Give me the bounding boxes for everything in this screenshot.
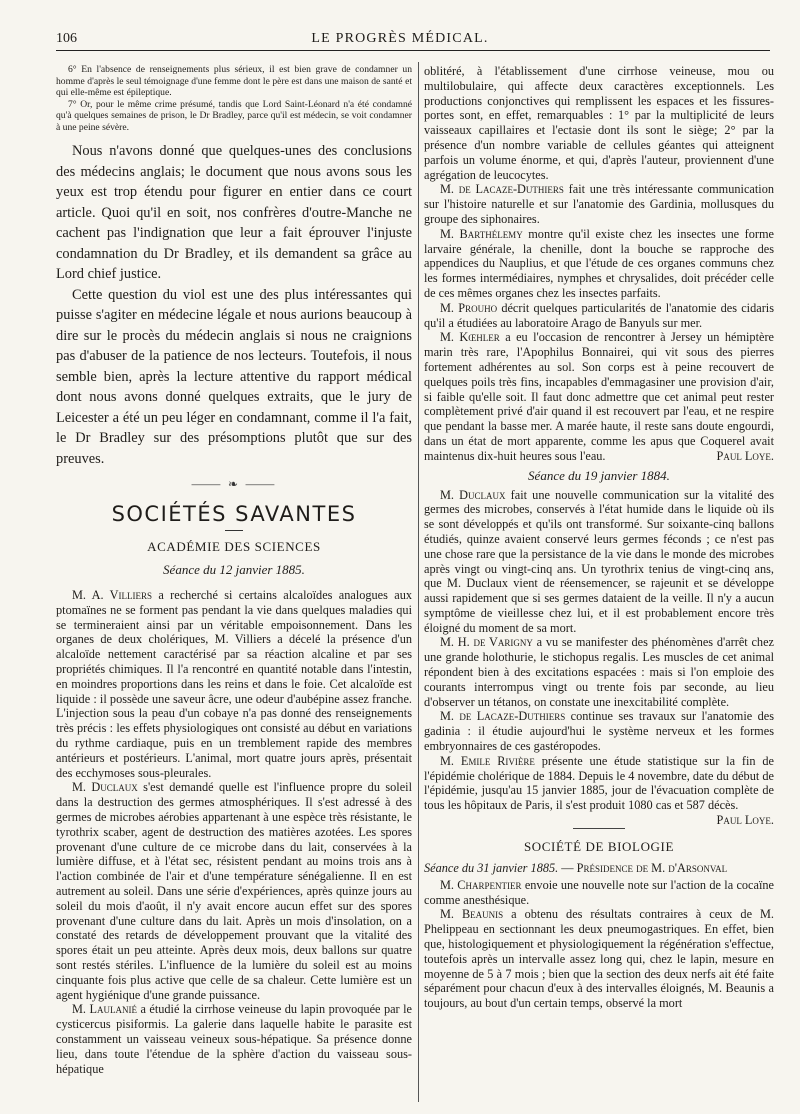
bradley-paragraph-2: Cette question du viol est une des plus intéressantes qui puisse s'agiter en médecine légale et nous aurions beaucoup à dire sur le procès du médecin anglais si nous ne craignions pas d'abuser de la patience de nos lecteurs. Toutefois, il nous semble bien, après la lecture attentive du rapport médical dont nous avons donné quelques extraits, que le jury de Leicester a été un peu léger en condamnant, comme il l'a fait, le Dr Bradley sur des présomptions plutôt que sur des preuves. xyxy=(56,286,412,467)
right-column xyxy=(424,64,774,1104)
author-name: M. Barthélemy xyxy=(440,226,523,241)
academy-heading: ACADÉMIE DES SCIENCES xyxy=(147,539,321,554)
author-name: M. Emile Rivière xyxy=(440,753,535,768)
author-name: M. Laulanié xyxy=(72,1002,137,1017)
author-name: M. de Lacaze-Duthiers xyxy=(440,709,566,724)
left-column xyxy=(56,64,412,1104)
varigny-paragraph: M. H. de Varigny a vu se manifester des phénomènes d'arrêt chez une grande holothurie, le stichopus regalis. Les muscles de cet animal répondent bien à des excitations espacées : mais si l'on emploie des courants interrompus vingt ou trente fois par seconde, au lieu d'observer un tétanos, on constate une inexcitabilité complète. xyxy=(424,635,774,709)
lacaze2-paragraph: M. de Lacaze-Duthiers continue ses travaux sur l'anatomie des gadinia : il étudie aujourd'hui le système nerveux et les formes embryonnaires de ces gastéropodes. xyxy=(424,709,774,754)
duclaux-paragraph: M. Duclaux s'est demandé quelle est l'influence propre du soleil dans la destruction des germes atmosphériques. Il s'est adressé à des germes de microbes aérobies appartenant à une espèce très résistante, le tyrothrix scaber, agent de destruction des matières azotées. Les spores provenant d'une culture de ce microbe dans du lait, conservées à la lumière diffuse, et à l'état sec, résistent pendant au moins trois ans à l'action combinée de l'air et d'une température sénégalienne. Il en est autrement au soleil. Dans une série d'expériences, après quinze jours au soleil du mois d'août, il n'y avait encore aucun effet sur des spores provenant d'une culture dans du lait. Après un mois d'insolation, on a constaté des retards de développement prouvant que la vitalité des spores était un peu atteinte. Après deux mois, deux ballons sur quatre sont restés stériles. L'influence de la lumière du soleil est au moins cinquante fois plus active que celle de sa chaleur. Cette lumière est un agent hygiénique d'une grande puissance. xyxy=(56,780,412,1002)
author-name: M. A. Villiers xyxy=(72,588,153,602)
footnote-6: 6° En l'absence de renseignements plus sérieux, il est bien grave de condamner un homme d'après le seul témoignage d'une femme dont le père est dans une maison de santé et qui elle-même est épileptique. xyxy=(56,64,412,98)
author-name: M. Charpentier xyxy=(440,877,522,892)
author-name: M. Duclaux xyxy=(72,780,138,795)
title-dash xyxy=(225,530,243,531)
villiers-paragraph: M. A. Villiers a recherché si certains alcaloïdes analogues aux ptomaïnes ne se forment pas pendant la vie dans quelques maladies qui se termineraient ainsi par un véritable empoisonnement. Dans les organes de deux cholériques, M. Villiers a décelé la présence d'un alcaloïde nettement caractérisé par sa réaction alcaline et par ses propriétés chimiques. Il l'a rencontré en quantité notable dans l'intestin, en moindres proportions dans les reins et dans le foie. Cet alcaloïde est liquide : il possède une saveur âcre, une odeur d'aubépine assez franche. L'injection sous la peau d'un cobaye n'a pas donné des renseignements très précis : les effets physiologiques ont consisté au début en variations du rythme cardiaque, puis en un tremblement rapide des membres antérieurs et postérieurs. L'animal, mort quatre jours après, présentait des ecchymoses sous-pleurales. xyxy=(56,588,412,780)
laulanie-continuation: oblitéré, à l'établissement d'une cirrhose veineuse, mou ou multilobulaire, qui affecte deux caractères exceptionnels. Les productions conjonctives qui remplissent les espaces et les fissures-portes sont, en effet, remarquables : 1° par la multiplicité de leurs vaisseaux capillaires et l'ectasie dont ils sont le siège; 2° par la présence d'un nombre variable de cellules géantes qui atteignent parfois un volume énorme, et qui, d'après l'auteur, proviennent d'une agrégation de leucocytes. xyxy=(424,64,774,182)
author-name: M. Duclaux xyxy=(440,487,506,502)
riviere-paragraph: M. Emile Rivière présente une étude statistique sur la fin de l'épidémie cholérique de 1884. Depuis le 4 novembre, date du début de l'épidémie, jusqu'au 15 janvier 1885, jour de l'évacuation complète de tous les hôpitaux de Paris, il s'est produit 1080 cas et 587 décès. Paul Loye. xyxy=(424,753,774,828)
duclaux2-paragraph: M. Duclaux fait une nouvelle communication sur la vitalité des germes des microbes, conservés à l'état humide dans le liquide où ils se sont développés et qu'ils ont transformé. Sur soixante-cinq ballons étudiés, quinze avaient conservé leurs germes féconds ; ce n'est pas une chose rare que la persistance de la vie dans le monde des microbes après vingt ou vingt-cinq ans. Un tyrothrix tenius de vingt-cinq ans, que M. Duclaux vient de réensemencer, se rajeunit et se développe aussi rapidement que si ses germes dataient de la veille. Il n'y a aucun symptôme de vieillesse chez lui, et il est probablement encore très éloigné du moment de sa mort. xyxy=(424,487,774,635)
column-divider xyxy=(418,62,419,1102)
seance-date-heading: Séance du 12 janvier 1885. xyxy=(163,562,305,577)
bradley-paragraph-1: Nous n'avons donné que quelques-unes des conclusions des médecins anglais; le document que nous avons sous les yeux est trop étendu pour figurer en entier dans ce court article. Quoi qu'il en soit, nos confrères d'outre-Manche ne cachent pas l'indignation que leur a fait éprouver l'injuste condamnation du Dr Bradley, et ils demandent sa grâce au Lord chief justice. xyxy=(56,143,412,282)
seance-presidence-line: Séance du 31 janvier 1885. — Présidence de M. d'Arsonval xyxy=(424,860,728,875)
section-title-societes-savantes: SOCIÉTÉS SAVANTES xyxy=(111,502,357,526)
seance-date-heading: Séance du 19 janvier 1884. xyxy=(528,467,670,483)
signature: Paul Loye. xyxy=(716,448,774,463)
prouho-paragraph: M. Prouho décrit quelques particularités de l'anatomie des cidaris qu'il a étudiées au laboratoire Arago de Banyuls sur mer. xyxy=(424,300,774,330)
lacaze-paragraph: M. de Lacaze-Duthiers fait une très intéressante communication sur l'histoire naturelle et sur l'anatomie des Gardinia, mollusques du groupe des siphonaires. xyxy=(424,182,774,226)
author-name: M. H. de Varigny xyxy=(440,635,533,650)
page-number: 106 xyxy=(56,31,77,46)
journal-running-head: LE PROGRÈS MÉDICAL. xyxy=(311,31,489,46)
charpentier-paragraph: M. Charpentier envoie une nouvelle note sur l'action de la cocaïne comme anesthésique. xyxy=(424,877,774,907)
author-name: M. Kœhler xyxy=(440,330,500,345)
beaunis-paragraph: M. Beaunis a obtenu des résultats contraires à ceux de M. Phelippeau en sectionnant les deux pneumogastriques. En effet, bien que, histologiquement et physiologiquement la régénération s'effectue, toutefois après un intervalle assez long qui, chez le lapin, mesure en moyenne de 5 à 7 mois ; bien que la section des deux nerfs ait été faite séparément pour chacun d'eux à des intervalles éloignés, M. Beaunis a toujours, au bout d'un certain temps, observé la mort xyxy=(424,907,774,1011)
footnote-7: 7° Or, pour le même crime présumé, tandis que Lord Saint-Léonard n'a été condamné qu'à quelques semaines de prison, le Dr Bradley, parce qu'il est médecin, se voit condamner à une peine sévère. xyxy=(56,98,412,133)
laulanie-paragraph: M. Laulanié a étudié la cirrhose veineuse du lapin provoquée par le cysticercus pisiformis. La galerie dans laquelle habite le parasite est constamment un vaisseau veineux sous-hépatique. Sa présence donne lieu, dans toute l'étendue de la sphère d'action du vaisseau sous-hépatique xyxy=(56,1002,412,1076)
biologie-heading: SOCIÉTÉ DE BIOLOGIE xyxy=(523,838,675,854)
koehler-paragraph: M. Kœhler a eu l'occasion de rencontrer à Jersey un hémiptère marin très rare, l'Apophilus Bonnairei, qui vit sous des pierres fortement adhérentes au sol. Son corps est à peine recouvert de quelques poils très fins, incapables d'emmagasiner une provision d'air, si faible qu'elle soit. Il faut donc admettre que cet animal peut rester complètement privé d'air quand il est recouvert par l'eau, et ne respire que pendant la basse mer. A marée haute, il reste sans doute engourdi, dans un état de mort apparente, comme les apus que Coquerel avait maintenus dix-huit heures sous l'eau. Paul Loye. xyxy=(424,330,774,463)
author-name: M. Prouho xyxy=(440,300,498,315)
barthelemy-paragraph: M. Barthélemy montre qu'il existe chez les insectes une forme larvaire générale, la chenille, dont la bouche se rapproche des appendices du Nauplius, et que l'étude de ces organes communs chez les formes intermédiaires, nymphes et chrysalides, doit précéder celle de ces mêmes organes chez les insectes parfaits. xyxy=(424,226,774,300)
author-name: M. Beaunis xyxy=(440,907,504,922)
section-ornament: ⸻ ❧ ⸻ xyxy=(191,477,277,491)
section-rule xyxy=(573,828,625,829)
signature: Paul Loye. xyxy=(716,813,774,828)
header-rule xyxy=(56,50,770,51)
author-name: M. de Lacaze-Duthiers xyxy=(440,182,564,197)
